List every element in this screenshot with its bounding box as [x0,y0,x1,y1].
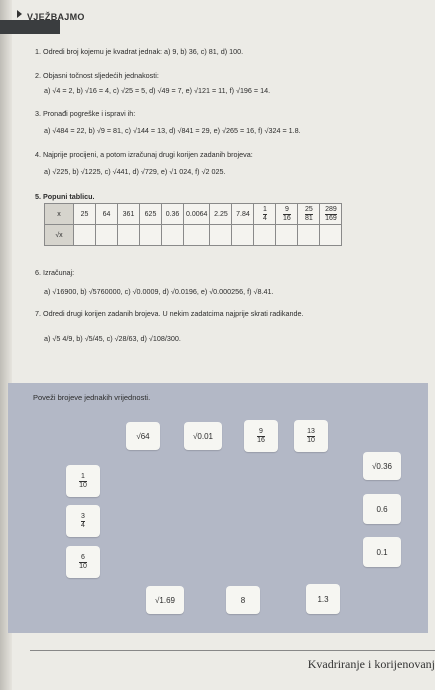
table-cell: 2.25 [210,204,232,225]
exercise-2: 2. Objasni točnost sljedećih jednakosti: [35,71,159,80]
match-card[interactable]: $\frac{1}{10}$ [66,465,100,497]
match-card[interactable]: 8 [226,586,260,614]
answer-cell [118,225,140,246]
section-arrow-icon [17,10,22,18]
match-card[interactable]: $\frac{6}{10}$ [66,546,100,578]
exercise-6-items: a) √16900, b) √5760000, c) √0.0009, d) √0.0196, e) √0.000256, f) √8.41. [44,287,274,296]
table-header-sqrt: √x [45,225,74,246]
answer-cell [162,225,184,246]
match-card[interactable]: 0.6 [363,494,401,524]
table-cell: $\frac{9}{16}$ [276,204,298,225]
exercise-7-items: a) √5 4/9, b) √5/45, c) √28/63, d) √108/300. [44,334,181,343]
match-card[interactable]: $\frac{3}{4}$ [66,505,100,537]
answer-cell [140,225,162,246]
section-heading: VJEŽBAJMO [27,12,85,22]
exercise-4: 4. Najprije procijeni, a potom izračunaj drugi korijen zadanih brojeva: [35,150,253,159]
exercise-5: 5. Popuni tablicu. [35,192,95,201]
exercise-3: 3. Pronađi pogreške i ispravi ih: [35,109,136,118]
table-cell: 0.36 [162,204,184,225]
match-card[interactable]: 1.3 [306,584,340,614]
match-card[interactable]: √1.69 [146,586,184,614]
exercise-6: 6. Izračunaj: [35,268,75,277]
table-cell: 361 [118,204,140,225]
answer-cell [276,225,298,246]
answer-cell [210,225,232,246]
table-cell: 7.84 [232,204,254,225]
match-card[interactable]: 0.1 [363,537,401,567]
table-cell: $\frac{25}{81}$ [298,204,320,225]
match-card[interactable]: √0.01 [184,422,222,450]
footer-divider [30,650,435,651]
exercise-4-items: a) √225, b) √1225, c) √441, d) √729, e) √1 024, f) √2 025. [44,167,226,176]
match-card[interactable]: √0.36 [363,452,401,480]
matching-title: Poveži brojeve jednakih vrijednosti. [33,393,151,402]
match-card[interactable]: √64 [126,422,160,450]
answer-cell [298,225,320,246]
exercise-2-items: a) √4 = 2, b) √16 = 4, c) √25 = 5, d) √49 = 7, e) √121 = 11, f) √196 = 14. [44,86,271,95]
chapter-footer: Kvadriranje i korijenovanj [307,657,435,671]
answer-cell [320,225,342,246]
fill-table [44,203,342,246]
table-row-x [45,204,342,225]
table-cell: $\frac{289}{169}$ [320,204,342,225]
answer-cell [232,225,254,246]
table-cell: 25 [74,204,96,225]
table-cell: 625 [140,204,162,225]
match-card[interactable]: $\frac{9}{16}$ [244,420,278,452]
table-row-sqrt [45,225,342,246]
exercise-7: 7. Odredi drugi korijen zadanih brojeva. U nekim zadatcima najprije skrati radikande. [35,309,304,318]
table-header-x: x [45,204,74,225]
table-cell: 0.0064 [184,204,210,225]
answer-cell [96,225,118,246]
section-tab [0,20,60,34]
answer-cell [184,225,210,246]
table-cell: $\frac{1}{4}$ [254,204,276,225]
exercise-3-items: a) √484 = 22, b) √9 = 81, c) √144 = 13, d) √841 = 29, e) √265 = 16, f) √324 = 1.8. [44,126,301,135]
exercise-1: 1. Odredi broj kojemu je kvadrat jednak: a) 9, b) 36, c) 81, d) 100. [35,47,244,56]
match-card[interactable]: $\frac{13}{10}$ [294,420,328,452]
table-cell: 64 [96,204,118,225]
answer-cell [254,225,276,246]
answer-cell [74,225,96,246]
